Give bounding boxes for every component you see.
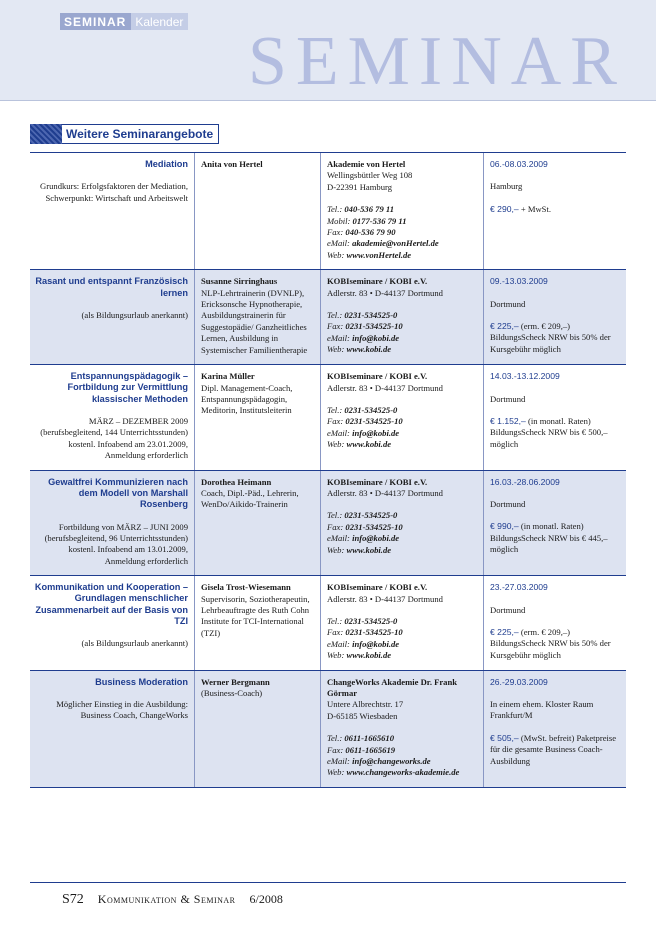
trainer-name: Susanne Sirringhaus <box>201 276 278 287</box>
spacer <box>490 594 622 605</box>
contact-value[interactable]: www.kobi.de <box>346 439 392 450</box>
seminar-location: Dortmund <box>490 393 526 404</box>
table-row <box>30 153 626 270</box>
trainer-cell <box>195 270 321 364</box>
contact-label: Tel.: <box>327 733 343 744</box>
contact-label: Web: <box>327 344 345 355</box>
contact-line <box>327 310 479 321</box>
contact-line <box>327 533 479 544</box>
contact-label: Tel.: <box>327 404 343 415</box>
seminar-date: 26.-29.03.2009 <box>490 676 548 687</box>
contact-line <box>327 650 479 661</box>
spacer <box>490 383 622 394</box>
contact-line <box>327 639 479 650</box>
contact-label: Mobil: <box>327 215 351 226</box>
trainer-cell <box>195 671 321 787</box>
contact-value: 0177-536 79 11 <box>352 215 407 226</box>
organizer-name: ChangeWorks Akademie Dr. Frank Görmar <box>327 676 458 698</box>
organizer-name: KOBIseminare / KOBI e.V. <box>327 476 428 487</box>
contact-label: Web: <box>327 650 345 661</box>
contact-value: 0231-534525-10 <box>345 416 403 427</box>
contact-value: 0231-534525-0 <box>344 510 398 521</box>
seminar-title: Mediation <box>145 159 188 169</box>
contact-value: 0231-534525-10 <box>345 521 403 532</box>
seminar-location: Dortmund <box>490 604 526 615</box>
organizer-address: D-65185 Wiesbaden <box>327 710 398 721</box>
contact-label: Web: <box>327 544 345 555</box>
contact-value: 0231-534525-0 <box>344 310 398 321</box>
spacer <box>490 688 622 699</box>
spacer <box>34 405 188 416</box>
contact-line <box>327 428 479 439</box>
contact-line <box>327 439 479 450</box>
seminar-description: (als Bildungsurlaub anerkannt) <box>81 638 188 649</box>
table-row <box>30 576 626 670</box>
contact-label: Fax: <box>327 227 344 238</box>
contact-line <box>327 616 479 627</box>
contact-label: Tel.: <box>327 310 343 321</box>
seminar-description: Fortbildung von MÄRZ – JUNI 2009 (berufsbegleitend, 96 Unterrichtsstunden) kostenl. Infoabend am 13.01.2009, Anmeldung erforderlich <box>44 521 188 566</box>
contact-value[interactable]: info@changeworks.de <box>352 756 431 766</box>
date-price-cell <box>484 153 626 269</box>
seminar-date: 14.03.-13.12.2009 <box>490 371 560 382</box>
organizer-cell <box>321 671 484 787</box>
price-note: (erm. € 209,–) BildungsScheck NRW bis 50% der Kursgebühr möglich <box>490 626 611 660</box>
page-number: S72 <box>62 892 84 907</box>
contact-value: 0231-534525-0 <box>344 615 398 626</box>
contact-line <box>327 745 479 756</box>
badge-main: SEMINAR <box>60 13 131 30</box>
table-row <box>30 270 626 365</box>
seminar-location: Dortmund <box>490 298 526 309</box>
spacer <box>327 722 479 733</box>
trainer-cell <box>195 365 321 470</box>
contact-label: eMail: <box>327 427 350 438</box>
contact-value[interactable]: info@kobi.de <box>352 638 400 649</box>
price-note: (MwSt. befreit) Paketpreise für die gesamte Business Coach-Ausbildung <box>490 732 617 766</box>
trainer-name: Anita von Hertel <box>201 159 263 169</box>
footer-divider <box>30 882 626 883</box>
spacer <box>490 722 622 733</box>
trainer-cell <box>195 471 321 576</box>
contact-label: Web: <box>327 439 345 450</box>
spacer <box>34 170 188 181</box>
seminar-location: Dortmund <box>490 499 526 510</box>
spacer <box>327 394 479 405</box>
contact-line <box>327 522 479 533</box>
contact-line <box>327 545 479 556</box>
table-row <box>30 365 626 471</box>
date-price-cell <box>484 471 626 576</box>
contact-line <box>327 405 479 416</box>
contact-label: Tel.: <box>327 204 343 215</box>
seminar-cell <box>30 270 195 364</box>
organizer-name: KOBIseminare / KOBI e.V. <box>327 582 428 593</box>
page-footer <box>62 892 283 908</box>
contact-value: 040-536 79 90 <box>345 227 396 238</box>
contact-value[interactable]: www.changeworks-akademie.de <box>346 767 460 778</box>
price-note: + MwSt. <box>520 203 552 214</box>
price-line <box>490 321 622 355</box>
contact-label: Fax: <box>327 321 344 332</box>
contact-label: eMail: <box>327 238 350 249</box>
seminar-description: Möglicher Einstieg in die Ausbildung: Business Coach, ChangeWorks <box>56 698 188 721</box>
spacer <box>490 405 622 416</box>
contact-line <box>327 227 479 238</box>
price-line <box>490 416 622 450</box>
price: € 505,– <box>490 732 519 743</box>
seminar-cell <box>30 671 195 787</box>
price: € 225,– <box>490 321 519 332</box>
organizer-address: Wellingsbüttler Weg 108 <box>327 170 413 181</box>
contact-line <box>327 767 479 778</box>
contact-line <box>327 216 479 227</box>
seminar-title: Business Moderation <box>95 676 188 687</box>
contact-line <box>327 510 479 521</box>
organizer-cell <box>321 576 484 669</box>
seminar-location: In einem ehem. Kloster Raum Frankfurt/M <box>490 698 594 721</box>
date-price-cell <box>484 365 626 470</box>
spacer <box>490 616 622 627</box>
organizer-address: D-22391 Hamburg <box>327 181 393 192</box>
contact-line <box>327 204 479 215</box>
trainer-name: Karina Müller <box>201 371 255 382</box>
contact-value[interactable]: info@kobi.de <box>352 533 400 544</box>
contact-line <box>327 756 479 767</box>
seminar-date: 23.-27.03.2009 <box>490 582 548 593</box>
organizer-address: Adlerstr. 83 • D-44137 Dortmund <box>327 593 443 604</box>
seminar-kalender-badge <box>60 13 188 30</box>
seminar-description: Grundkurs: Erfolgsfaktoren der Mediation, Schwerpunkt: Wirtschaft und Arbeitswelt <box>40 181 188 203</box>
contact-value: 040-536 79 11 <box>344 204 395 215</box>
spacer <box>490 193 622 204</box>
price-note: (in monatl. Raten) BildungsScheck NRW bis € 445,– möglich <box>490 521 608 555</box>
date-price-cell <box>484 576 626 669</box>
table-row <box>30 671 626 788</box>
contact-value[interactable]: akademie@vonHertel.de <box>352 238 439 249</box>
section-title: Weitere Seminarangebote <box>62 124 219 144</box>
contact-label: Web: <box>327 767 345 778</box>
contact-value: 0611-1665610 <box>344 733 395 744</box>
spacer <box>490 488 622 499</box>
date-price-cell <box>484 270 626 364</box>
spacer <box>327 605 479 616</box>
date-price-cell <box>484 671 626 787</box>
seminar-title: Gewaltfrei Kommunizieren nach dem Modell von Marshall Rosenberg <box>48 476 188 510</box>
contact-line <box>327 627 479 638</box>
price-line <box>490 627 622 661</box>
contact-label: Fax: <box>327 521 344 532</box>
organizer-cell <box>321 270 484 364</box>
contact-value: 0231-534525-0 <box>344 404 398 415</box>
price: € 225,– <box>490 626 519 637</box>
contact-line <box>327 238 479 249</box>
trainer-cell <box>195 153 321 269</box>
price: € 1.152,– <box>490 415 526 426</box>
price: € 990,– <box>490 521 519 532</box>
seminar-cell <box>30 471 195 576</box>
spacer <box>490 310 622 321</box>
magazine-name: Kommunikation & Seminar <box>97 892 236 906</box>
contact-value: 0231-534525-10 <box>345 627 403 638</box>
magazine-masthead: SEMINAR <box>247 23 626 100</box>
contact-line <box>327 321 479 332</box>
trainer-name: Gisela Trost-Wiesemann <box>201 582 291 593</box>
spacer <box>327 193 479 204</box>
contact-line <box>327 250 479 261</box>
trainer-name: Dorothea Heimann <box>201 476 272 487</box>
seminar-cell <box>30 576 195 669</box>
contact-line <box>327 733 479 744</box>
trainer-description: Supervisorin, Soziotherapeutin, Lehrbeauftragte des Ruth Cohn Institute for TCI-International (TZI) <box>201 593 310 638</box>
spacer <box>490 170 622 181</box>
contact-line <box>327 344 479 355</box>
price-line <box>490 521 622 555</box>
contact-value[interactable]: www.kobi.de <box>346 650 392 661</box>
trainer-description: NLP-Lehrtrainerin (DVNLP), Ericksonsche Hypnotherapie, Ausbildungstrainerin für Suggestopädie/ Ganzheitliches Lernen, Ausbildung in Systemischer Familientherapie <box>201 287 308 355</box>
contact-label: Fax: <box>327 744 344 755</box>
contact-value[interactable]: www.kobi.de <box>346 344 392 355</box>
price: € 290,– <box>490 203 519 214</box>
trainer-description: Coach, Dipl.-Päd., Lehrerin, WenDo/Aikido-Trainerin <box>201 488 299 510</box>
contact-value[interactable]: info@kobi.de <box>352 332 400 343</box>
seminar-location: Hamburg <box>490 181 523 192</box>
trainer-description: Dipl. Management-Coach, Entspannungspädagogin, Meditorin, Institutsleiterin <box>201 382 293 416</box>
seminar-description: MÄRZ – DEZEMBER 2009 (berufsbegleitend, 144 Unterrichtsstunden) kostenl. Infoabend am 23.01.2009, Anmeldung erforderlich <box>40 415 188 461</box>
contact-line <box>327 416 479 427</box>
organizer-name: Akademie von Hertel <box>327 159 406 169</box>
price-line <box>490 733 622 767</box>
seminar-table <box>30 152 626 788</box>
contact-value: 0231-534525-10 <box>345 321 403 332</box>
price-note: (erm. € 209,–) BildungsScheck NRW bis 50% der Kursgebühr möglich <box>490 321 611 354</box>
spacer <box>327 299 479 310</box>
trainer-cell <box>195 576 321 669</box>
contact-label: Fax: <box>327 416 344 427</box>
organizer-name: KOBIseminare / KOBI e.V. <box>327 371 428 382</box>
seminar-cell <box>30 365 195 470</box>
organizer-address: Adlerstr. 83 • D-44137 Dortmund <box>327 287 443 298</box>
contact-value[interactable]: www.vonHertel.de <box>346 249 412 260</box>
contact-value: 0611-1665619 <box>345 744 396 755</box>
contact-label: eMail: <box>327 533 350 544</box>
seminar-date: 16.03.-28.06.2009 <box>490 476 560 487</box>
badge-sub: Kalender <box>131 13 188 30</box>
section-header <box>30 124 219 144</box>
contact-label: Tel.: <box>327 510 343 521</box>
seminar-title: Kommunikation und Kooperation – Grundlagen menschlicher Zusammenarbeit auf der Basis von TZI <box>34 582 188 627</box>
organizer-address: Adlerstr. 83 • D-44137 Dortmund <box>327 382 443 393</box>
seminar-cell <box>30 153 195 269</box>
organizer-cell <box>321 365 484 470</box>
price-line <box>490 204 622 215</box>
organizer-cell <box>321 471 484 576</box>
spacer <box>490 510 622 521</box>
contact-label: Web: <box>327 249 345 260</box>
contact-line <box>327 333 479 344</box>
contact-value[interactable]: info@kobi.de <box>352 427 400 438</box>
seminar-title: Rasant und entspannt Französisch lernen <box>35 276 188 298</box>
spacer <box>34 688 188 699</box>
spacer <box>34 299 188 310</box>
seminar-date: 06.-08.03.2009 <box>490 159 548 169</box>
spacer <box>327 499 479 510</box>
spacer <box>34 627 188 638</box>
spacer <box>34 511 188 522</box>
organizer-address: Adlerstr. 83 • D-44137 Dortmund <box>327 488 443 499</box>
section-pattern-block <box>30 124 62 144</box>
contact-label: Tel.: <box>327 615 343 626</box>
trainer-description: (Business-Coach) <box>201 687 263 698</box>
contact-label: eMail: <box>327 638 350 649</box>
seminar-description: (als Bildungsurlaub anerkannt) <box>81 309 188 320</box>
contact-label: Fax: <box>327 627 344 638</box>
price-note: (in monatl. Raten) BildungsScheck NRW bis € 500,– möglich <box>490 415 608 449</box>
contact-value[interactable]: www.kobi.de <box>346 544 392 555</box>
table-row <box>30 471 626 577</box>
trainer-name: Werner Bergmann <box>201 676 270 687</box>
spacer <box>490 288 622 299</box>
organizer-cell <box>321 153 484 269</box>
issue-number: 6/2008 <box>249 892 283 906</box>
seminar-title: Entspannungspädagogik – Fortbildung zur Vermittlung klassischer Methoden <box>67 371 188 404</box>
seminar-date: 09.-13.03.2009 <box>490 276 548 287</box>
contact-label: eMail: <box>327 756 350 766</box>
organizer-address: Untere Albrechtstr. 17 <box>327 699 404 710</box>
organizer-name: KOBIseminare / KOBI e.V. <box>327 276 428 287</box>
contact-label: eMail: <box>327 332 350 343</box>
